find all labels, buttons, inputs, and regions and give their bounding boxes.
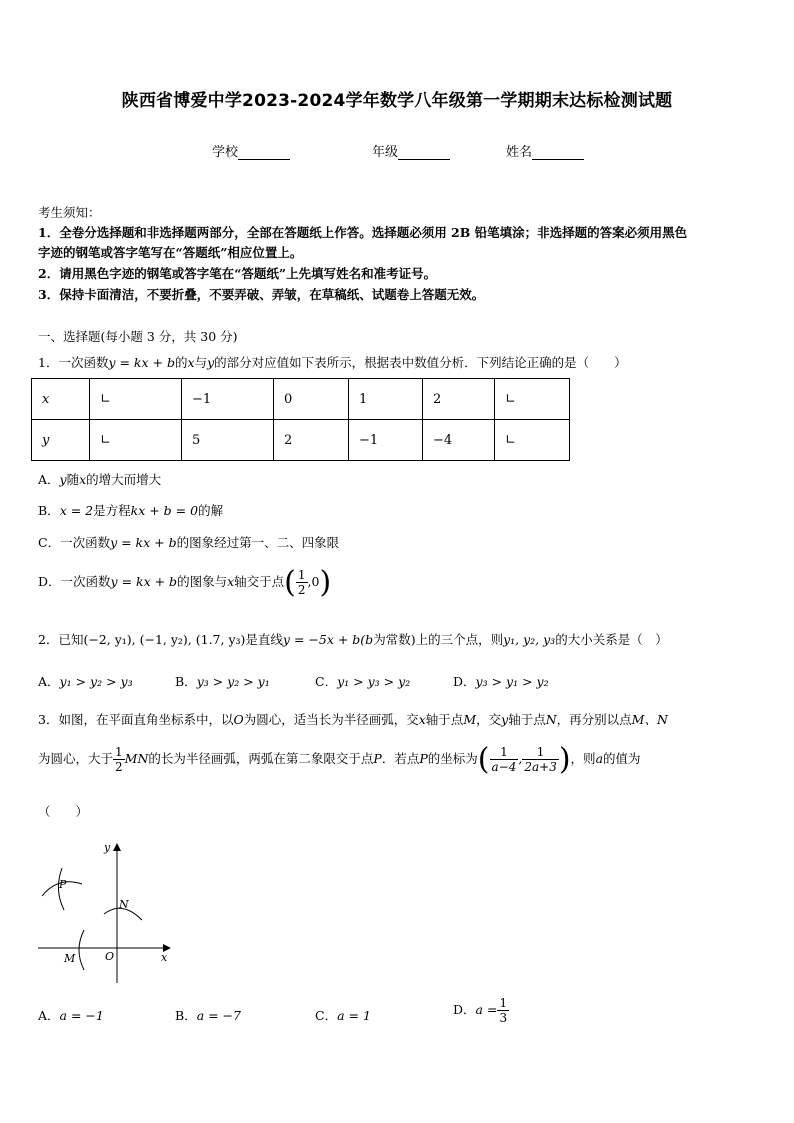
table-cell: 5	[182, 420, 274, 461]
q1-value-table	[31, 378, 570, 461]
name-field[interactable]	[506, 141, 584, 160]
name-blank[interactable]	[532, 146, 584, 160]
table-cell: ∟	[495, 379, 570, 420]
notice-item3: 3．保持卡面清洁，不要折叠，不要弄破、弄皱，在草稿纸、试题卷上答题无效。	[38, 287, 485, 302]
school-label: 学校	[212, 145, 239, 160]
label-y: y	[104, 841, 111, 854]
q1-option-d[interactable]: D．一次函数y = kx + b的图象与x轴交于点( $\frac{1}{2}$ ,0)	[38, 565, 332, 600]
table-cell: −1	[182, 379, 274, 420]
table-cell: 2	[274, 420, 349, 461]
q3-stem-line2: 为圆心，大于 $\frac{1}{2}$ MN的长为半径画弧，两弧在第二象限交于点P．若点P的坐标为( $\frac{1}{a-4}$ , $\frac{1}{2a+3}$ )，则a的值为	[38, 742, 641, 777]
q1-stem: 1．一次函数y = kx + b的x与y的部分对应值如下表所示，根据表中数值分析．下列结论正确的是（ ）	[38, 355, 627, 370]
q1-option-a[interactable]: A．y随x的增大而增大	[38, 472, 162, 487]
table-cell: y	[32, 420, 90, 461]
fraction: $\frac{1}{2a+3}$	[524, 745, 557, 774]
q2-option-c[interactable]: C．y₁ > y₃ > y₂	[315, 674, 411, 689]
table-row	[32, 420, 570, 461]
notice-heading: 考生须知：	[38, 205, 101, 220]
q3-option-d[interactable]: D．a = $\frac{1}{3}$	[453, 996, 508, 1025]
grade-blank[interactable]	[398, 146, 450, 160]
page-title: 陕西省博爱中学2023-2024学年数学八年级第一学期期末达标检测试题	[121, 91, 673, 111]
fraction: $\frac{1}{3}$	[499, 996, 508, 1025]
school-field[interactable]	[212, 141, 290, 160]
grade-label: 年级	[372, 145, 399, 160]
fraction: $\frac{1}{2}$	[297, 568, 306, 597]
label-m: M	[64, 952, 76, 965]
table-row	[32, 379, 570, 420]
school-blank[interactable]	[238, 146, 290, 160]
table-cell: 1	[349, 379, 423, 420]
q3-figure	[30, 838, 180, 988]
section-heading: 一、选择题(每小题 3 分，共 30 分)	[38, 329, 238, 344]
table-cell: −1	[349, 420, 423, 461]
table-cell: −4	[423, 420, 495, 461]
q3-answer-blank: （ ）	[38, 804, 89, 819]
table-cell: ∟	[90, 420, 182, 461]
arc-m	[79, 930, 84, 970]
q2-option-b[interactable]: B．y₃ > y₂ > y₁	[175, 674, 270, 689]
notice-item2: 2．请用黑色字迹的钢笔或答字笔在“答题纸”上先填写姓名和准考证号。	[38, 266, 437, 281]
notice-item1-line2: 字迹的钢笔或答字笔写在“答题纸”相应位置上。	[38, 245, 303, 260]
fraction: $\frac{1}{2}$	[115, 745, 123, 774]
fraction: $\frac{1}{a-4}$	[491, 745, 517, 774]
q2-option-a[interactable]: A．y₁ > y₂ > y₃	[38, 674, 133, 689]
q1-option-b[interactable]: B．x = 2是方程kx + b = 0的解	[38, 503, 224, 518]
q1-option-c[interactable]: C．一次函数y = kx + b的图象经过第一、二、四象限	[38, 535, 340, 550]
table-cell: x	[32, 379, 90, 420]
notice-item1-line1: 1．全卷分选择题和非选择题两部分，全部在答题纸上作答。选择题必须用 2B 铅笔填涂；非选择题的答案必须用黑色	[38, 225, 688, 240]
q2-stem: 2．已知(−2, y₁), (−1, y₂), (1.7, y₃)是直线y = −5x + b(b为常数)上的三个点，则y₁, y₂, y₃的大小关系是（ ）	[38, 632, 668, 647]
table-cell: 2	[423, 379, 495, 420]
label-n: N	[119, 898, 129, 911]
name-label: 姓名	[506, 145, 533, 160]
label-x: x	[161, 951, 168, 964]
q3-stem-line1: 3．如图，在平面直角坐标系中，以O为圆心，适当长为半径画弧，交x轴于点M，交y轴于点N，再分别以点M、N	[38, 712, 668, 727]
table-cell: ∟	[90, 379, 182, 420]
grade-field[interactable]	[372, 141, 450, 160]
table-cell: 0	[274, 379, 349, 420]
q3-option-a[interactable]: A．a = −1	[38, 1008, 104, 1023]
table-cell: ∟	[495, 420, 570, 461]
label-p: P	[59, 878, 67, 891]
q3-option-b[interactable]: B．a = −7	[175, 1008, 241, 1023]
label-o: O	[105, 950, 115, 963]
q3-option-c[interactable]: C．a = 1	[315, 1008, 371, 1023]
q2-option-d[interactable]: D．y₃ > y₁ > y₂	[453, 674, 549, 689]
